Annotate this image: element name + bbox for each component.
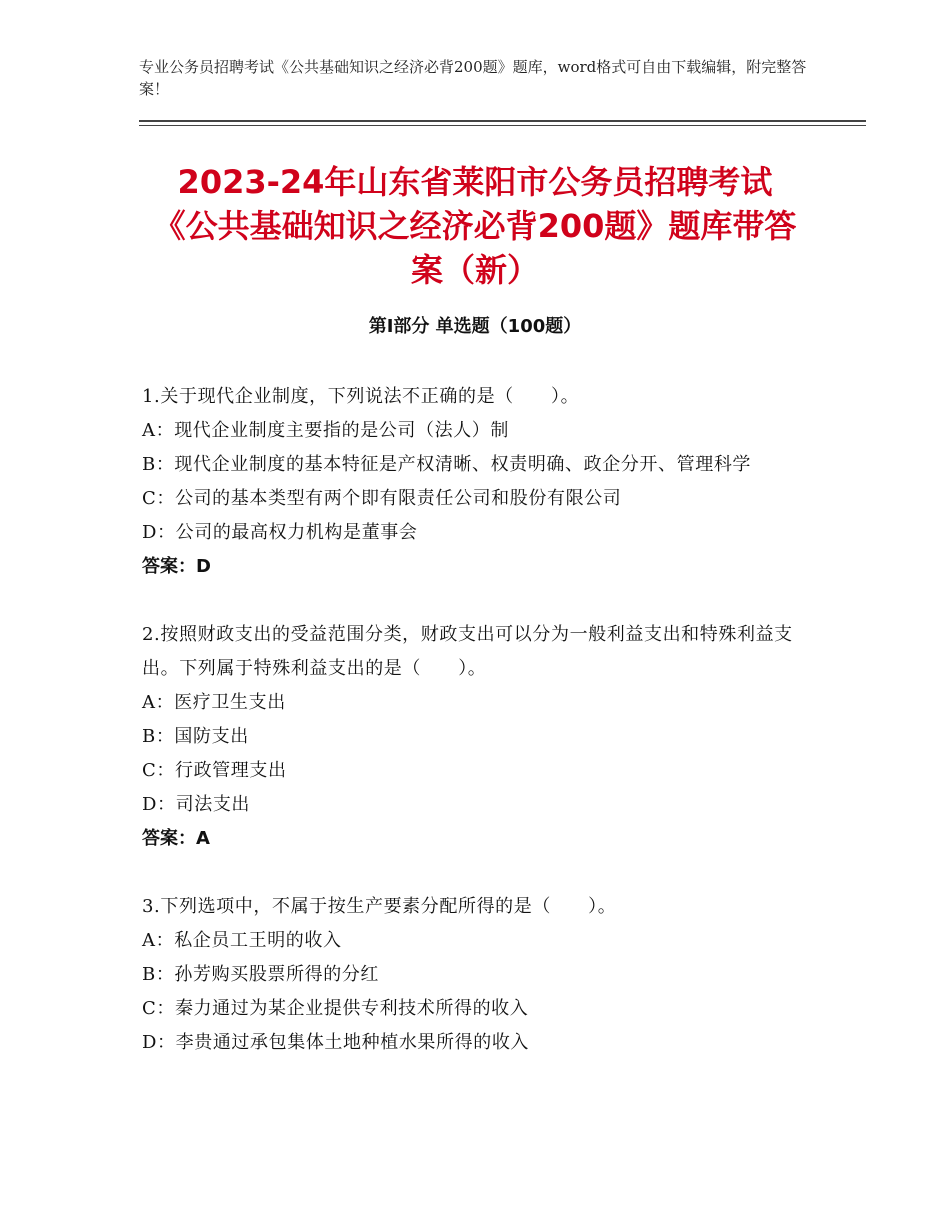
header-rule-thick [139, 120, 866, 122]
question-list [142, 380, 812, 1094]
answer: 答案：A [142, 828, 210, 849]
question-1 [142, 380, 812, 584]
option-b: B：现代企业制度的基本特征是产权清晰、权责明确、政企分开、管理科学 [142, 454, 752, 475]
option-a: A：医疗卫生支出 [142, 692, 286, 713]
question-3 [142, 890, 812, 1060]
option-c: C：行政管理支出 [142, 760, 287, 781]
option-a: A：现代企业制度主要指的是公司（法人）制 [142, 420, 509, 441]
answer: 答案：D [142, 556, 211, 577]
option-a: A：私企员工王明的收入 [142, 930, 342, 951]
option-d: D：李贵通过承包集体土地种植水果所得的收入 [142, 1032, 530, 1053]
section-title: 第I部分 单选题（100题） [368, 316, 582, 337]
question-stem: 3.下列选项中，不属于按生产要素分配所得的是（ ）。 [142, 896, 617, 917]
header-rule-thin [139, 125, 866, 126]
option-b: B：国防支出 [142, 726, 249, 747]
header-note: 专业公务员招聘考试《公共基础知识之经济必背200题》题库，word格式可自由下载编辑，附完整答案！ [139, 58, 807, 98]
question-stem: 1.关于现代企业制度，下列说法不正确的是（ ）。 [142, 386, 580, 407]
question-2 [142, 618, 812, 856]
option-d: D：司法支出 [142, 794, 251, 815]
question-stem: 2.按照财政支出的受益范围分类，财政支出可以分为一般利益支出和特殊利益支出。下列属于特殊利益支出的是（ ）。 [142, 624, 793, 679]
option-b: B：孙芳购买股票所得的分红 [142, 964, 380, 985]
option-c: C：公司的基本类型有两个即有限责任公司和股份有限公司 [142, 488, 622, 509]
option-d: D：公司的最高权力机构是董事会 [142, 522, 418, 543]
document-title: 2023-24年山东省莱阳市公务员招聘考试《公共基础知识之经济必背200题》题库带答案（新） [153, 163, 797, 289]
option-c: C：秦力通过为某企业提供专利技术所得的收入 [142, 998, 529, 1019]
